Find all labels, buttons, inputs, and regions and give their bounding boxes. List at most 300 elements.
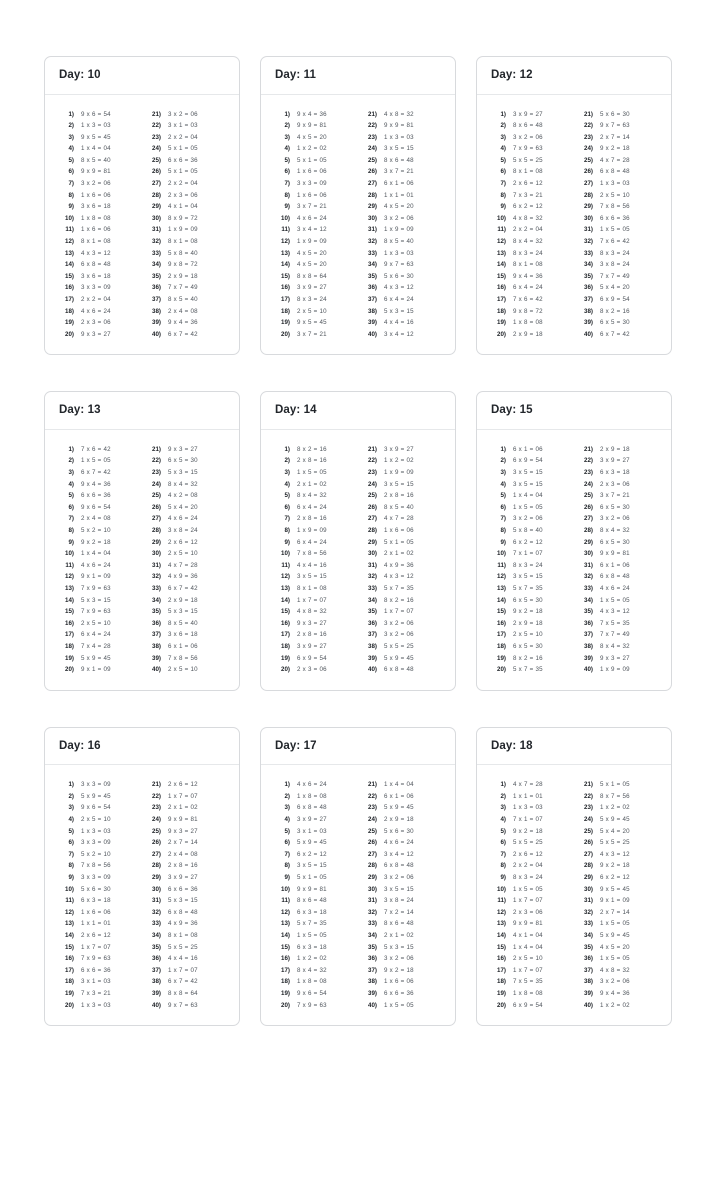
- question-text: 4 x 7 = 28: [600, 156, 630, 164]
- question-row: [271, 988, 358, 1000]
- question-number: 33): [584, 585, 593, 592]
- question-number: 4): [500, 145, 506, 153]
- question-text: 5 x 1 = 05: [384, 538, 414, 546]
- question-number: 37): [368, 631, 377, 639]
- question-number: 1): [284, 781, 290, 789]
- question-row: [358, 479, 445, 491]
- question-text: 7 x 6 = 42: [513, 296, 543, 303]
- question-number: 1): [68, 110, 74, 118]
- question-column-left: [271, 779, 358, 1011]
- question-text: 8 x 4 = 32: [513, 238, 543, 246]
- question-number: 17): [281, 296, 290, 303]
- question-row: [271, 791, 358, 803]
- question-text: 9 x 6 = 54: [81, 110, 111, 118]
- question-number: 38): [584, 978, 593, 986]
- question-text: 3 x 9 = 27: [297, 642, 327, 650]
- question-number: 24): [152, 816, 161, 824]
- question-text: 3 x 3 = 09: [81, 284, 111, 292]
- question-row: [142, 1000, 229, 1012]
- question-row: [55, 490, 142, 502]
- question-text: 5 x 1 = 05: [168, 145, 198, 153]
- question-number: 14): [497, 931, 506, 939]
- day-card-header: [261, 57, 455, 95]
- question-text: 1 x 3 = 03: [81, 1001, 111, 1009]
- question-number: 19): [281, 319, 290, 327]
- question-number: 37): [152, 631, 161, 639]
- question-row: [487, 444, 574, 456]
- question-number: 24): [584, 480, 593, 488]
- day-card-body: [261, 765, 455, 1025]
- question-row: [358, 641, 445, 653]
- question-number: 29): [152, 538, 161, 546]
- question-number: 22): [152, 457, 161, 465]
- question-row: [55, 560, 142, 572]
- question-text: 3 x 6 = 18: [168, 631, 198, 639]
- question-text: 6 x 3 = 18: [81, 897, 111, 905]
- question-row: [574, 791, 661, 803]
- question-text: 4 x 7 = 28: [513, 781, 543, 789]
- question-row: [358, 282, 445, 294]
- question-row: [574, 236, 661, 248]
- question-row: [271, 884, 358, 896]
- question-text: 2 x 9 = 18: [168, 596, 198, 604]
- question-number: 26): [368, 503, 377, 511]
- question-row: [55, 976, 142, 988]
- question-number: 37): [368, 966, 377, 974]
- question-number: 25): [584, 156, 593, 164]
- question-columns: [487, 109, 661, 341]
- question-text: 5 x 5 = 25: [513, 839, 543, 847]
- question-row: [358, 595, 445, 607]
- question-row: [487, 490, 574, 502]
- question-row: [271, 294, 358, 306]
- question-text: 2 x 4 = 08: [81, 515, 111, 523]
- question-row: [142, 791, 229, 803]
- question-row: [574, 884, 661, 896]
- question-number: 24): [152, 480, 161, 488]
- question-text: 7 x 9 = 63: [81, 608, 111, 616]
- question-text: 2 x 8 = 16: [168, 862, 198, 870]
- question-number: 11): [65, 561, 74, 569]
- question-row: [487, 606, 574, 618]
- question-column-right: [358, 444, 445, 676]
- question-text: 6 x 1 = 06: [384, 180, 414, 188]
- question-text: 3 x 5 = 15: [513, 469, 543, 477]
- question-number: 3): [68, 804, 74, 812]
- question-number: 20): [497, 1001, 506, 1009]
- question-number: 10): [65, 214, 74, 222]
- question-text: 1 x 5 = 05: [600, 955, 630, 963]
- question-text: 4 x 1 = 04: [168, 203, 198, 211]
- question-number: 33): [152, 585, 161, 592]
- day-card-title: Day: 12: [491, 69, 533, 81]
- question-row: [487, 641, 574, 653]
- question-number: 19): [65, 654, 74, 662]
- question-number: 28): [584, 862, 593, 870]
- question-text: 3 x 7 = 21: [297, 330, 327, 338]
- question-text: 9 x 2 = 18: [513, 827, 543, 835]
- question-text: 9 x 6 = 54: [81, 503, 111, 511]
- question-row: [142, 213, 229, 225]
- question-row: [574, 918, 661, 930]
- question-row: [142, 444, 229, 456]
- question-row: [574, 271, 661, 283]
- question-number: 6): [284, 168, 290, 176]
- question-row: [271, 502, 358, 514]
- question-number: 9): [68, 203, 74, 211]
- question-number: 15): [65, 272, 74, 280]
- question-number: 12): [65, 573, 74, 581]
- question-row: [574, 224, 661, 236]
- question-text: 6 x 5 = 30: [168, 457, 198, 465]
- question-row: [358, 860, 445, 872]
- question-number: 23): [368, 469, 377, 477]
- question-row: [358, 953, 445, 965]
- question-row: [271, 306, 358, 318]
- question-number: 25): [152, 492, 161, 500]
- question-row: [142, 849, 229, 861]
- question-text: 7 x 3 = 21: [81, 989, 111, 997]
- question-number: 5): [500, 827, 506, 835]
- question-text: 1 x 7 = 07: [168, 966, 198, 974]
- question-number: 5): [284, 492, 290, 500]
- question-row: [55, 791, 142, 803]
- question-text: 8 x 6 = 48: [513, 122, 543, 130]
- day-card-title: Day: 14: [275, 404, 317, 417]
- question-number: 22): [368, 457, 377, 465]
- question-text: 8 x 9 = 72: [168, 214, 198, 222]
- question-number: 15): [497, 943, 506, 951]
- question-row: [574, 895, 661, 907]
- question-text: 6 x 4 = 24: [513, 284, 543, 292]
- question-row: [271, 236, 358, 248]
- question-row: [358, 155, 445, 167]
- question-text: 3 x 7 = 21: [600, 492, 630, 500]
- question-row: [55, 444, 142, 456]
- question-text: 3 x 9 = 27: [297, 284, 327, 292]
- question-text: 1 x 5 = 05: [297, 469, 327, 477]
- question-text: 9 x 3 = 27: [600, 654, 630, 662]
- question-row: [358, 525, 445, 537]
- question-row: [358, 178, 445, 190]
- day-card: [476, 727, 672, 1026]
- question-text: 1 x 9 = 09: [384, 469, 414, 477]
- question-text: 2 x 3 = 06: [168, 191, 198, 199]
- question-row: [358, 988, 445, 1000]
- question-row: [358, 513, 445, 525]
- question-row: [574, 988, 661, 1000]
- question-row: [55, 849, 142, 861]
- day-card: [44, 391, 240, 690]
- question-number: 37): [152, 296, 161, 303]
- question-number: 20): [281, 330, 290, 338]
- question-row: [142, 641, 229, 653]
- question-number: 32): [584, 908, 593, 916]
- question-text: 6 x 5 = 30: [600, 503, 630, 511]
- question-text: 8 x 3 = 24: [513, 561, 543, 569]
- question-text: 3 x 1 = 03: [168, 122, 198, 130]
- question-number: 2): [500, 122, 506, 130]
- question-row: [358, 236, 445, 248]
- question-text: 3 x 3 = 09: [81, 781, 111, 789]
- question-row: [574, 190, 661, 202]
- question-text: 3 x 7 = 21: [297, 203, 327, 211]
- question-row: [487, 120, 574, 132]
- question-row: [142, 109, 229, 121]
- question-number: 31): [368, 561, 377, 569]
- question-text: 2 x 9 = 18: [600, 445, 630, 453]
- question-row: [142, 259, 229, 271]
- question-number: 26): [584, 839, 593, 847]
- question-columns: [487, 779, 661, 1011]
- question-row: [574, 306, 661, 318]
- question-text: 2 x 4 = 08: [168, 850, 198, 858]
- question-text: 2 x 6 = 12: [513, 850, 543, 858]
- question-text: 4 x 5 = 20: [384, 203, 414, 211]
- question-number: 39): [152, 989, 161, 997]
- question-number: 15): [65, 608, 74, 616]
- question-text: 6 x 5 = 30: [600, 538, 630, 546]
- question-text: 1 x 7 = 07: [81, 943, 111, 951]
- question-row: [271, 120, 358, 132]
- question-row: [358, 109, 445, 121]
- question-text: 5 x 4 = 20: [600, 284, 630, 292]
- question-number: 10): [497, 885, 506, 893]
- question-row: [142, 455, 229, 467]
- day-card-title: Day: 18: [491, 739, 533, 752]
- question-text: 1 x 1 = 01: [81, 920, 111, 928]
- question-row: [358, 976, 445, 988]
- question-number: 10): [497, 214, 506, 222]
- day-card-body: [477, 95, 671, 355]
- question-row: [358, 571, 445, 583]
- question-number: 19): [65, 319, 74, 327]
- question-text: 7 x 5 = 35: [513, 978, 543, 986]
- question-row: [574, 178, 661, 190]
- question-row: [271, 479, 358, 491]
- question-number: 9): [284, 203, 290, 211]
- question-text: 2 x 5 = 10: [168, 550, 198, 558]
- question-number: 21): [152, 110, 161, 118]
- question-row: [358, 213, 445, 225]
- question-row: [574, 479, 661, 491]
- question-number: 26): [152, 503, 161, 511]
- question-text: 1 x 8 = 08: [513, 989, 543, 997]
- question-row: [271, 641, 358, 653]
- question-text: 5 x 4 = 20: [600, 827, 630, 835]
- question-number: 16): [281, 619, 290, 627]
- question-number: 26): [584, 503, 593, 511]
- question-row: [574, 814, 661, 826]
- question-row: [358, 826, 445, 838]
- day-card: [260, 56, 456, 355]
- question-text: 1 x 3 = 03: [384, 249, 414, 257]
- question-text: 5 x 5 = 25: [384, 642, 414, 650]
- question-text: 5 x 4 = 20: [168, 503, 198, 511]
- question-row: [142, 583, 229, 595]
- question-text: 3 x 2 = 06: [81, 180, 111, 188]
- question-row: [55, 502, 142, 514]
- question-row: [142, 548, 229, 560]
- question-number: 35): [584, 272, 593, 280]
- question-row: [271, 953, 358, 965]
- question-text: 2 x 3 = 06: [81, 319, 111, 327]
- question-row: [142, 779, 229, 791]
- question-text: 9 x 4 = 36: [81, 480, 111, 488]
- question-text: 2 x 1 = 02: [297, 480, 327, 488]
- question-row: [271, 629, 358, 641]
- question-row: [487, 791, 574, 803]
- question-row: [55, 907, 142, 919]
- question-number: 8): [500, 527, 506, 535]
- question-text: 1 x 1 = 01: [513, 792, 543, 800]
- question-column-left: [487, 109, 574, 341]
- question-row: [271, 965, 358, 977]
- question-text: 8 x 1 = 08: [168, 238, 198, 246]
- question-row: [358, 942, 445, 954]
- question-number: 4): [500, 480, 506, 488]
- question-number: 38): [152, 307, 161, 315]
- question-text: 9 x 3 = 27: [168, 827, 198, 835]
- question-text: 2 x 8 = 16: [384, 492, 414, 500]
- question-text: 5 x 8 = 40: [513, 527, 543, 535]
- question-row: [55, 953, 142, 965]
- question-number: 16): [281, 955, 290, 963]
- question-number: 2): [284, 122, 290, 130]
- question-number: 15): [497, 608, 506, 616]
- question-number: 6): [500, 839, 506, 847]
- question-row: [271, 271, 358, 283]
- question-number: 37): [152, 966, 161, 974]
- question-row: [487, 132, 574, 144]
- question-number: 22): [584, 122, 593, 130]
- question-row: [487, 814, 574, 826]
- question-number: 34): [584, 261, 593, 269]
- question-row: [487, 664, 574, 676]
- question-row: [487, 802, 574, 814]
- question-number: 35): [368, 608, 377, 616]
- question-text: 2 x 2 = 04: [513, 226, 543, 234]
- question-text: 7 x 8 = 56: [81, 862, 111, 870]
- question-text: 1 x 8 = 08: [297, 978, 327, 986]
- question-row: [358, 166, 445, 178]
- question-text: 2 x 8 = 16: [297, 515, 327, 523]
- question-text: 1 x 6 = 06: [384, 527, 414, 535]
- question-row: [574, 953, 661, 965]
- question-text: 7 x 6 = 42: [600, 238, 630, 246]
- question-number: 5): [68, 492, 74, 500]
- question-number: 8): [284, 191, 290, 199]
- question-number: 12): [65, 238, 74, 246]
- question-text: 2 x 2 = 04: [513, 862, 543, 870]
- question-number: 12): [497, 573, 506, 581]
- question-number: 34): [152, 596, 161, 604]
- question-number: 13): [281, 249, 290, 257]
- question-row: [142, 248, 229, 260]
- question-column-right: [142, 109, 229, 341]
- question-row: [487, 826, 574, 838]
- question-number: 39): [152, 654, 161, 662]
- question-row: [55, 641, 142, 653]
- question-number: 21): [152, 781, 161, 789]
- question-number: 18): [65, 307, 74, 315]
- question-number: 14): [497, 596, 506, 604]
- question-number: 7): [68, 515, 74, 523]
- question-text: 8 x 1 = 08: [168, 931, 198, 939]
- question-row: [358, 849, 445, 861]
- question-row: [487, 1000, 574, 1012]
- question-row: [574, 1000, 661, 1012]
- question-text: 8 x 1 = 08: [81, 238, 111, 246]
- question-text: 6 x 7 = 42: [600, 330, 630, 338]
- question-number: 32): [584, 238, 593, 246]
- question-row: [55, 814, 142, 826]
- day-card-header: [261, 728, 455, 766]
- question-number: 4): [68, 816, 74, 824]
- question-row: [271, 872, 358, 884]
- question-row: [55, 884, 142, 896]
- question-row: [55, 178, 142, 190]
- question-text: 8 x 1 = 08: [513, 168, 543, 176]
- question-text: 7 x 1 = 07: [513, 816, 543, 824]
- question-text: 1 x 6 = 06: [81, 191, 111, 199]
- question-number: 10): [65, 550, 74, 558]
- question-text: 3 x 5 = 15: [384, 885, 414, 893]
- question-number: 32): [368, 908, 377, 916]
- question-text: 3 x 5 = 15: [297, 862, 327, 870]
- question-row: [271, 595, 358, 607]
- question-text: 4 x 6 = 24: [168, 515, 198, 523]
- question-text: 2 x 6 = 12: [168, 538, 198, 546]
- question-row: [574, 907, 661, 919]
- question-row: [358, 548, 445, 560]
- question-row: [142, 837, 229, 849]
- question-text: 1 x 7 = 07: [384, 608, 414, 616]
- question-text: 3 x 1 = 03: [81, 978, 111, 986]
- question-row: [55, 306, 142, 318]
- question-row: [271, 779, 358, 791]
- question-row: [574, 513, 661, 525]
- question-text: 3 x 2 = 06: [513, 133, 543, 141]
- question-number: 10): [497, 550, 506, 558]
- question-row: [55, 895, 142, 907]
- question-number: 8): [68, 862, 74, 870]
- question-row: [358, 895, 445, 907]
- question-row: [487, 571, 574, 583]
- question-text: 9 x 7 = 63: [168, 1001, 198, 1009]
- question-text: 2 x 8 = 16: [297, 457, 327, 465]
- question-column-right: [574, 444, 661, 676]
- question-row: [271, 190, 358, 202]
- question-text: 6 x 4 = 24: [297, 538, 327, 546]
- question-number: 31): [152, 897, 161, 905]
- question-row: [574, 872, 661, 884]
- question-number: 16): [497, 619, 506, 627]
- question-number: 17): [65, 966, 74, 974]
- question-text: 3 x 8 = 24: [600, 261, 630, 269]
- question-text: 1 x 6 = 06: [297, 168, 327, 176]
- question-text: 5 x 9 = 45: [600, 931, 630, 939]
- question-row: [55, 629, 142, 641]
- question-row: [271, 317, 358, 329]
- question-text: 3 x 7 = 21: [384, 168, 414, 176]
- question-row: [142, 965, 229, 977]
- question-text: 9 x 3 = 27: [81, 330, 111, 338]
- question-number: 11): [65, 226, 74, 234]
- question-row: [574, 965, 661, 977]
- question-text: 4 x 5 = 20: [297, 261, 327, 269]
- question-number: 15): [65, 943, 74, 951]
